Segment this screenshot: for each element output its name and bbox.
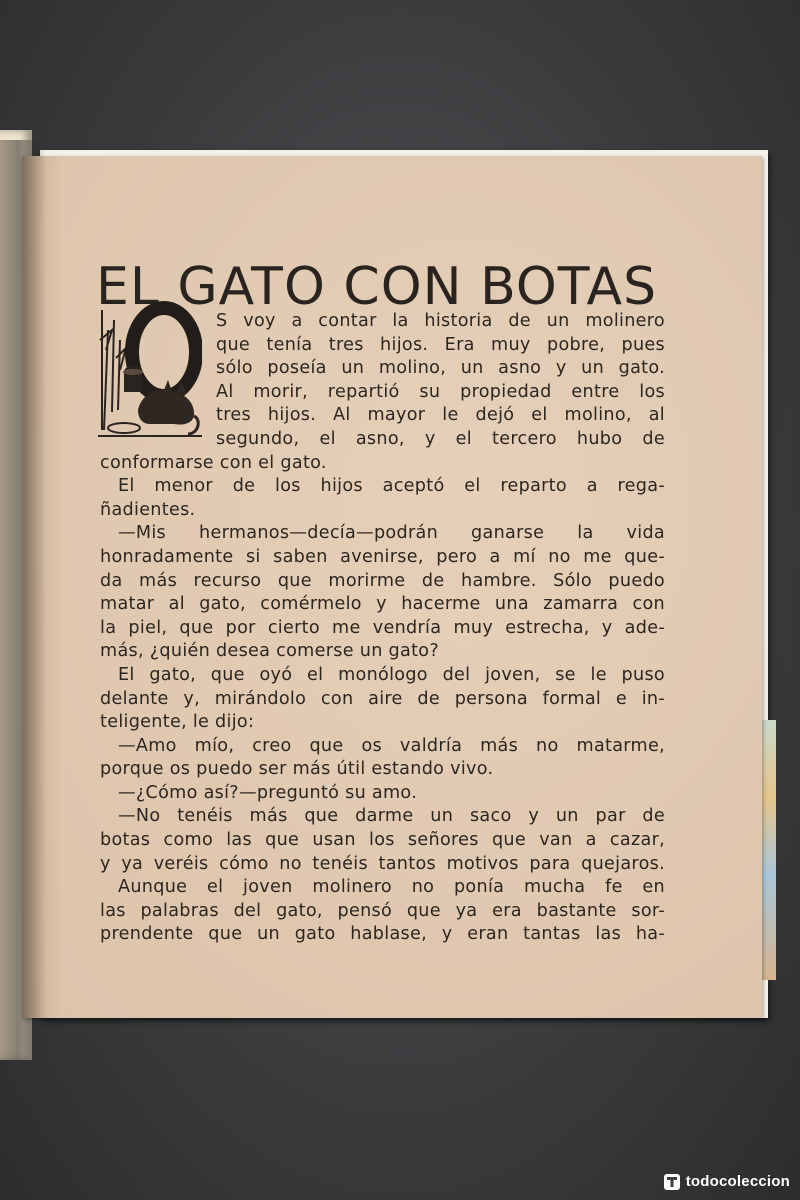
text-line: Aunque el joven molinero no ponía mucha fe en (118, 877, 665, 898)
page-title: EL GATO CON BOTAS (96, 256, 658, 317)
text-line: la piel, que por cierto me vendría muy estrecha, y ade- (100, 617, 665, 638)
text-line: segundo, el asno, y el tercero hubo de (216, 428, 665, 449)
text-line: S voy a contar la historia de un molinero (216, 311, 665, 331)
text-line: —¿Cómo así?—preguntó su amo. (118, 782, 418, 803)
tc-logo-icon (664, 1174, 680, 1190)
text-line: prendente que un gato hablase, y eran tantas las ha- (100, 924, 665, 945)
text-line: y ya veréis cómo no tenéis tantos motivos para quejaros. (100, 853, 665, 874)
text-line: El menor de los hijos aceptó el reparto a rega- (118, 476, 665, 497)
cover-illustration-strip (762, 720, 776, 980)
text-line: matar al gato, comérmelo y hacerme una zamarra con (100, 594, 665, 615)
text-line: sólo poseía un molino, un asno y un gato. (216, 358, 665, 379)
text-line: Al morir, repartió su propiedad entre los (216, 381, 665, 402)
text-line: delante y, mirándolo con aire de persona formal e in- (100, 688, 665, 709)
text-line: honradamente si saben avenirse, pero a mí no me que- (100, 546, 665, 567)
text-line: ñadientes. (100, 499, 196, 520)
text-line: El gato, que oyó el monólogo del joven, se le puso (118, 664, 665, 685)
text-line: da más recurso que morirme de hambre. Sólo puedo (100, 570, 665, 591)
text-line: que tenía tres hijos. Era muy pobre, pues (216, 334, 665, 355)
text-line: —Amo mío, creo que os valdría más no matarme, (118, 735, 665, 756)
text-line: botas como las que usan los señores que van a cazar, (100, 830, 665, 851)
watermark (664, 1173, 790, 1190)
text-line: —No tenéis más que darme un saco y un par de (118, 806, 665, 827)
text-line: más, ¿quién desea comerse un gato? (100, 641, 439, 662)
text-line: las palabras del gato, pensó que ya era bastante sor- (100, 900, 665, 921)
watermark-text: todocoleccion (685, 1173, 790, 1190)
story-text (100, 310, 665, 947)
text-line: —Mis hermanos—decía—podrán ganarse la vida (118, 523, 665, 544)
spine-shadow (0, 140, 46, 1060)
text-line: conformarse con el gato. (100, 452, 327, 473)
text-line: porque os puedo ser más útil estando vivo. (100, 759, 494, 780)
text-line: teligente, le dijo: (100, 712, 255, 733)
text-line: tres hijos. Al mayor le dejó el molino, al (216, 405, 665, 426)
